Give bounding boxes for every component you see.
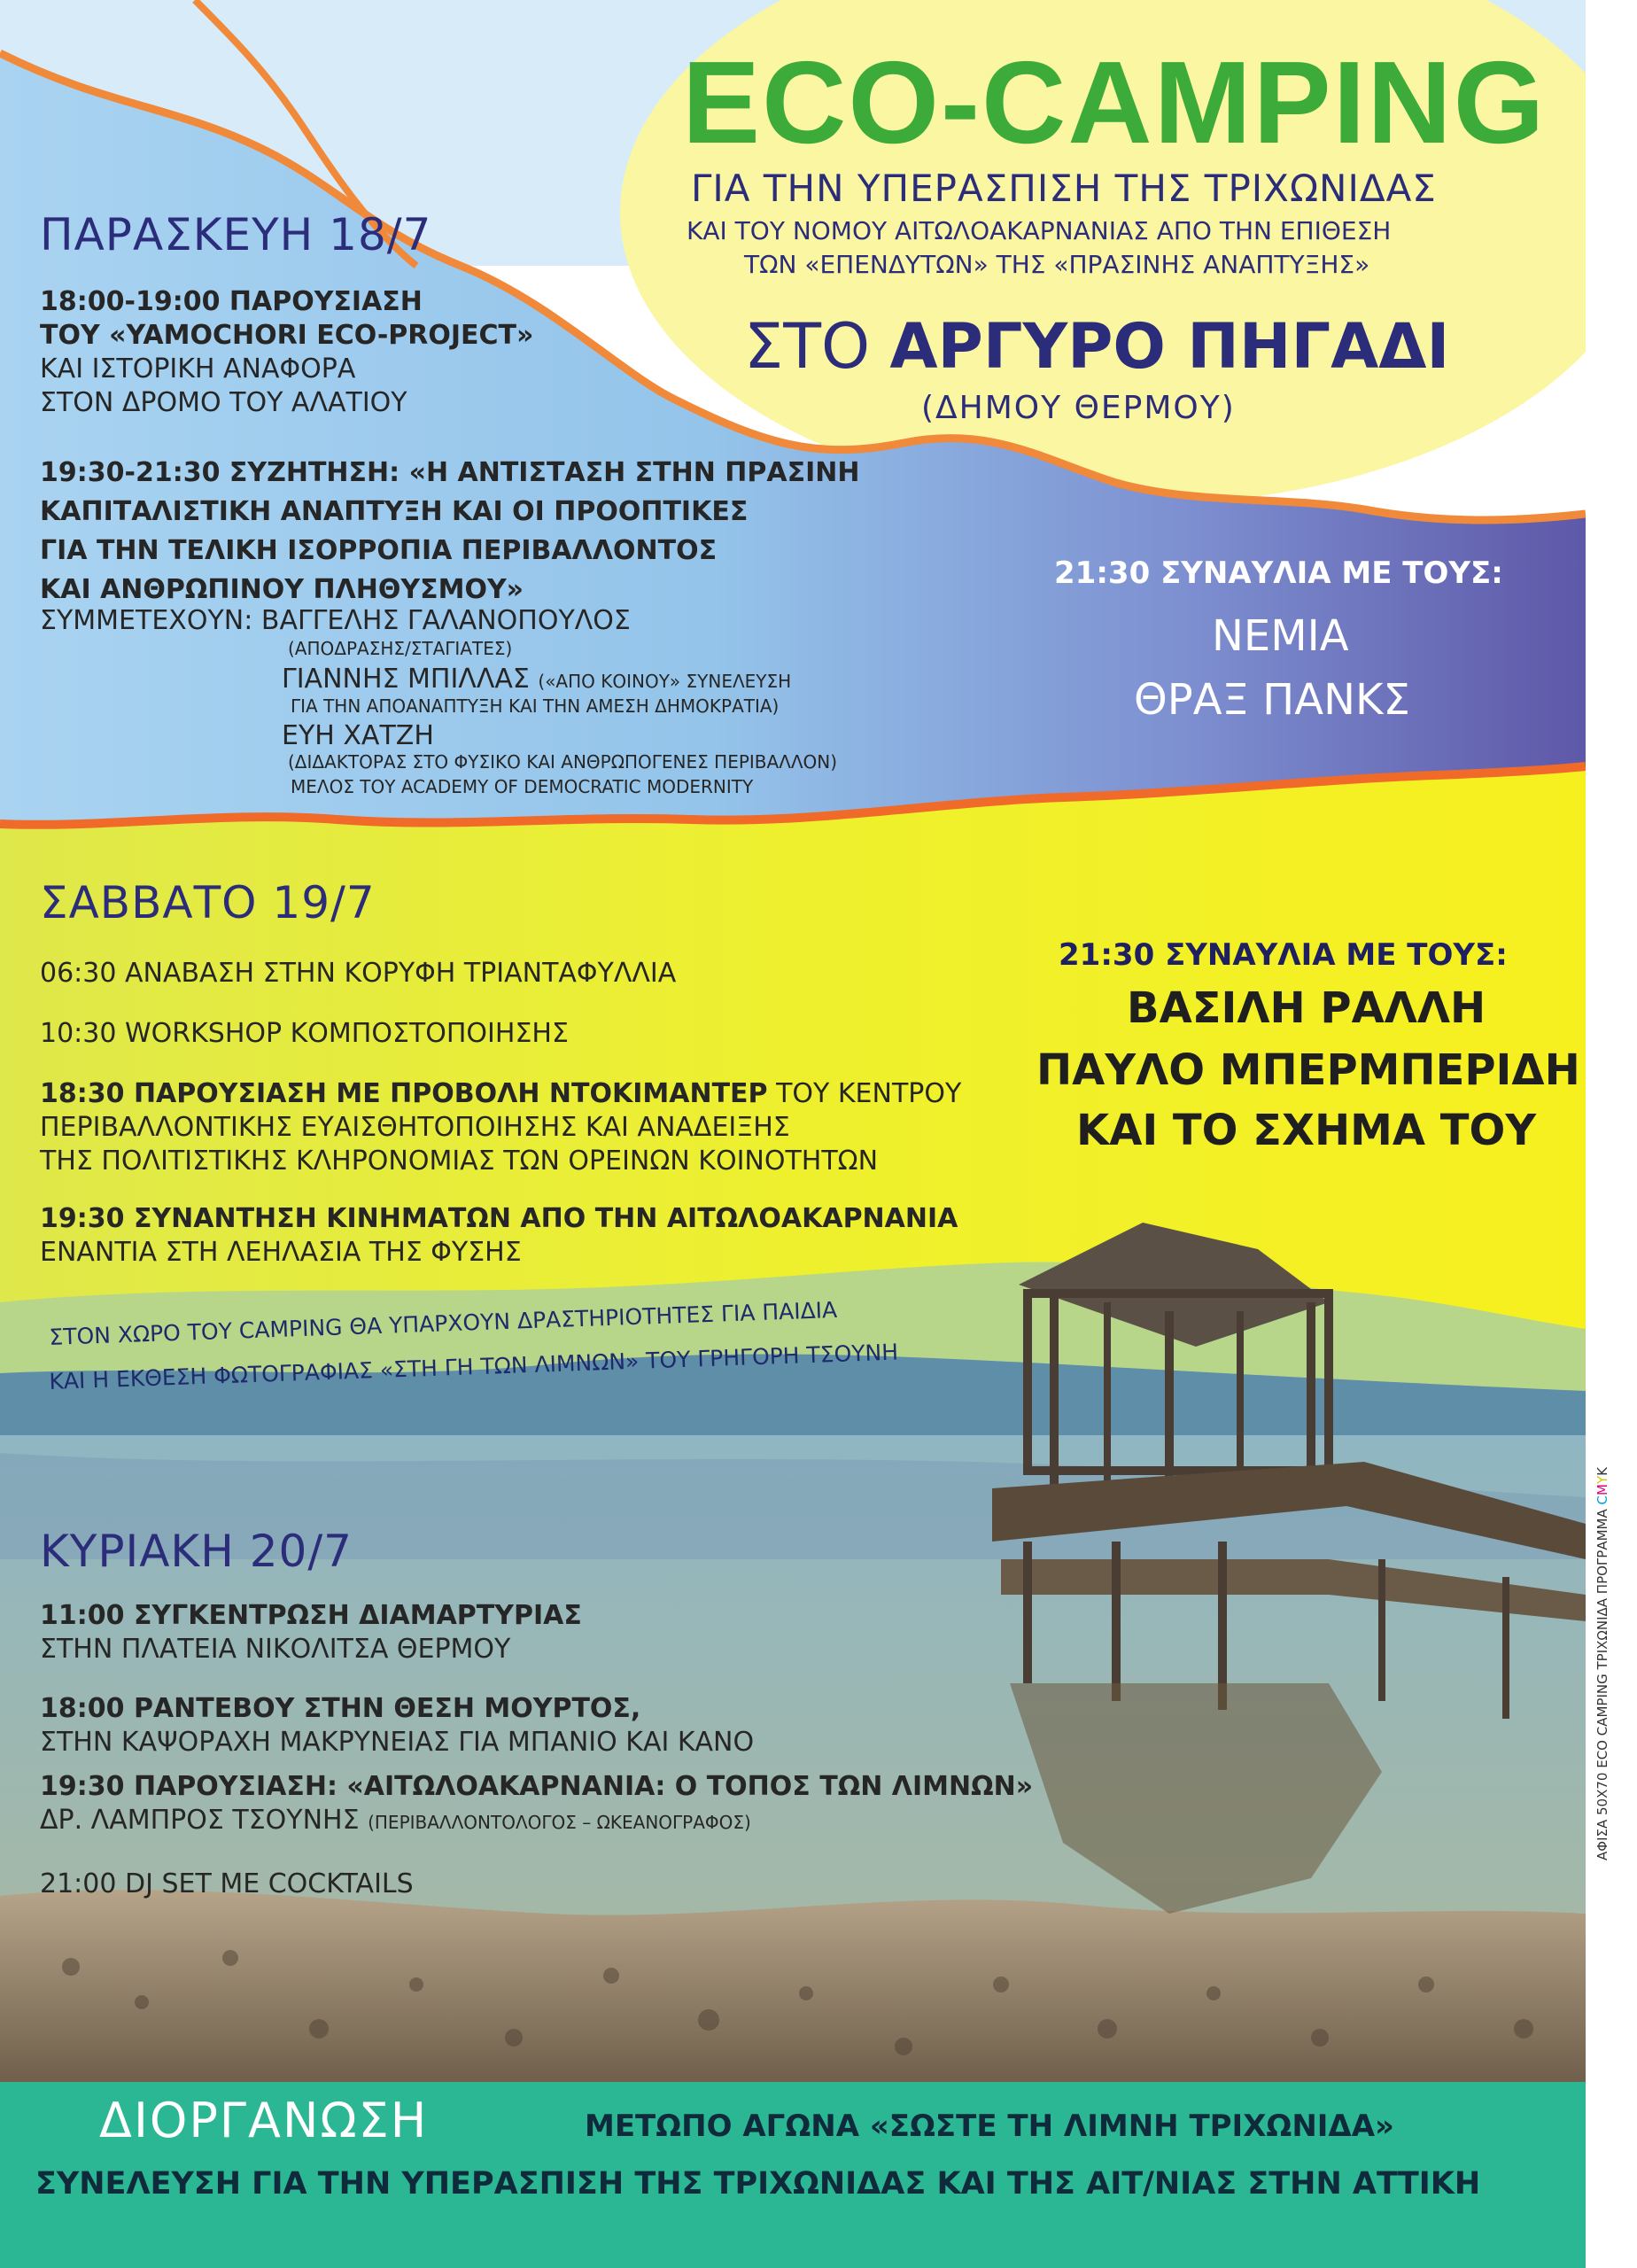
pebble-shore <box>0 1890 1586 2091</box>
poster-subtitle: ΓΙΑ ΤΗΝ ΥΠΕΡΑΣΠΙΣΗ ΤΗΣ ΤΡΙΧΩΝΙΔΑΣ <box>691 167 1437 210</box>
print-code-k: K <box>1594 1467 1610 1476</box>
participant-2-note-2: ΓΙΑ ΤΗΝ ΑΠΟΑΝΑΠΤΥΞΗ ΚΑΙ ΤΗΝ ΑΜΕΣΗ ΔΗΜΟΚΡΑΤΙΑ) <box>291 695 780 717</box>
saturday-event-4 <box>40 1202 958 1270</box>
location-prefix: ΣΤΟ <box>744 310 871 383</box>
sunday-heading: ΚΥΡΙΑΚΗ 20/7 <box>40 1526 353 1577</box>
participant-1-name: ΒΑΓΓΕΛΗΣ ΓΑΛΑΝΟΠΟΥΛΟΣ <box>260 605 631 636</box>
participant-2-line <box>282 663 791 698</box>
saturday-band-3: ΚΑΙ ΤΟ ΣΧΗΜΑ ΤΟΥ <box>1076 1106 1537 1155</box>
saturday-event-4-line-1: 19:30 ΣΥΝΑΝΤΗΣΗ ΚΙΝΗΜΑΤΩΝ ΑΠΟ ΤΗΝ ΑΙΤΩΛΟΑΚΑΡΝΑΝΙΑ <box>40 1203 958 1234</box>
participant-3-note-1: (ΔΙΔΑΚΤΟΡΑΣ ΣΤΟ ΦΥΣΙΚΟ ΚΑΙ ΑΝΘΡΩΠΟΓΕΝΕΣ ΠΕΡΙΒΑΛΛΟΝ) <box>288 751 838 773</box>
friday-heading: ΠΑΡΑΣΚΕΥΗ 18/7 <box>40 209 432 260</box>
participant-2-name: ΓΙΑΝΝΗΣ ΜΠΙΛΛΑΣ <box>282 664 530 695</box>
friday-event-1-line-1: 18:00-19:00 ΠΑΡΟΥΣΙΑΣΗ <box>40 286 423 317</box>
sunday-event-1 <box>40 1599 582 1666</box>
saturday-heading: ΣΑΒΒΑΤΟ 19/7 <box>40 877 376 928</box>
friday-event-2-line-4: ΚΑΙ ΑΝΘΡΩΠΙΝΟΥ ΠΛΗΘΥΣΜΟΥ» <box>40 574 524 605</box>
saturday-event-3-line-3: ΤΗΣ ΠΟΛΙΤΙΣΤΙΚΗΣ ΚΛΗΡΟΝΟΜΙΑΣ ΤΩΝ ΟΡΕΙΝΩΝ ΚΟΙΝΟΤΗΤΩΝ <box>40 1146 879 1177</box>
sunday-event-4: 21:00 DJ SET ΜΕ COCKTAILS <box>40 1868 414 1899</box>
saturday-event-3-bold: 18:30 ΠΑΡΟΥΣΙΑΣΗ ΜΕ ΠΡΟΒΟΛΗ ΝΤΟΚΙΜΑΝΤΕΡ <box>40 1078 768 1109</box>
saturday-event-1: 06:30 ΑΝΑΒΑΣΗ ΣΤΗΝ ΚΟΡΥΦΗ ΤΡΙΑΝΤΑΦΥΛΛΙΑ <box>40 958 677 989</box>
participant-3-note-2: ΜΕΛΟΣ ΤΟΥ ACADEMY OF DEMOCRATIC MODERNITY <box>291 776 754 797</box>
participant-1-note: (ΑΠΟΔΡΑΣΗΣ/ΣΤΑΓΙΑΤΕΣ) <box>288 638 513 659</box>
sunday-event-1-line-2: ΣΤΗΝ ΠΛΑΤΕΙΑ ΝΙΚΟΛΙΤΣΑ ΘΕΡΜΟΥ <box>40 1634 511 1665</box>
print-code <box>1594 1467 1610 1860</box>
friday-event-2-line-1: 19:30-21:30 ΣΥΖΗΤΗΣΗ: «Η ΑΝΤΙΣΤΑΣΗ ΣΤΗΝ ΠΡΑΣΙΝΗ <box>40 457 860 488</box>
camp-note-line-1: ΣΤΟΝ ΧΩΡΟ ΤΟΥ CAMPING ΘΑ ΥΠΑΡΧΟΥΝ ΔΡΑΣΤΗΡΙΟΤΗΤΕΣ ΓΙΑ ΠΑΙΔΙΑ <box>49 1296 838 1350</box>
participant-3-name: ΕΥΗ ΧΑΤΖΗ <box>282 720 434 751</box>
poster-title: ECO-CAMPING <box>682 37 1547 167</box>
saturday-event-2: 10:30 WORKSHOP ΚΟΜΠΟΣΤΟΠΟΙΗΣΗΣ <box>40 1018 569 1049</box>
sunday-event-2-line-1: 18:00 ΡΑΝΤΕΒΟΥ ΣΤΗΝ ΘΕΣΗ ΜΟΥΡΤΟΣ, <box>40 1693 641 1724</box>
participants-label: ΣΥΜΜΕΤΕΧΟΥΝ: <box>40 605 253 636</box>
footer-org-2: ΣΥΝΕΛΕΥΣΗ ΓΙΑ ΤΗΝ ΥΠΕΡΑΣΠΙΣΗ ΤΗΣ ΤΡΙΧΩΝΙΔΑΣ ΚΑΙ ΤΗΣ ΑΙΤ/ΝΙΑΣ ΣΤΗΝ ΑΤΤΙΚΗ <box>35 2166 1481 2202</box>
friday-event-1-line-4: ΣΤΟΝ ΔΡΟΜΟ ΤΟΥ ΑΛΑΤΙΟΥ <box>40 387 407 418</box>
print-code-text: ΑΦΙΣΑ 50Χ70 ECO CAMPING ΤΡΙΧΩΝΙΔΑ ΠΡΟΓΡΑΜΜΑ <box>1594 1509 1610 1860</box>
participant-2-note-1: («ΑΠΟ ΚΟΙΝΟΥ» ΣΥΝΕΛΕΥΣΗ <box>538 671 792 692</box>
saturday-concert-label: 21:30 ΣΥΝΑΥΛΙΑ ΜΕ ΤΟΥΣ: <box>1059 937 1508 973</box>
friday-event-2-line-2: ΚΑΠΙΤΑΛΙΣΤΙΚΗ ΑΝΑΠΤΥΞΗ ΚΑΙ ΟΙ ΠΡΟΟΠΤΙΚΕΣ <box>40 496 749 527</box>
friday-band-1: ΝΕΜΙΑ <box>1212 611 1349 661</box>
footer-org-1: ΜΕΤΩΠΟ ΑΓΩΝΑ «ΣΩΣΤΕ ΤΗ ΛΙΜΝΗ ΤΡΙΧΩΝΙΔΑ» <box>585 2109 1395 2144</box>
sunday-event-1-line-1: 11:00 ΣΥΓΚΕΝΤΡΩΣΗ ΔΙΑΜΑΡΤΥΡΙΑΣ <box>40 1600 582 1631</box>
friday-event-1 <box>40 285 533 420</box>
friday-event-2 <box>40 454 859 610</box>
sunday-event-3-line-2: ΔΡ. ΛΑΜΠΡΟΣ ΤΣΟΥΝΗΣ <box>40 1805 360 1836</box>
poster-subline-1: ΚΑΙ ΤΟΥ ΝΟΜΟΥ ΑΙΤΩΛΟΑΚΑΡΝΑΝΙΑΣ ΑΠΟ ΤΗΝ ΕΠΙΘΕΣΗ <box>687 216 1392 245</box>
sunday-event-3 <box>40 1770 1033 1839</box>
saturday-event-3-rest: ΤΟΥ ΚΕΝΤΡΟΥ <box>776 1078 962 1109</box>
poster-subline-2: ΤΩΝ «ΕΠΕΝΔΥΤΩΝ» ΤΗΣ «ΠΡΑΣΙΝΗΣ ΑΝΑΠΤΥΞΗΣ» <box>744 250 1370 279</box>
location-line <box>744 310 1449 383</box>
footer-label: ΔΙΟΡΓΑΝΩΣΗ <box>99 2093 429 2148</box>
sunday-event-3-line-1: 19:30 ΠΑΡΟΥΣΙΑΣΗ: «ΑΙΤΩΛΟΑΚΑΡΝΑΝΙΑ: Ο ΤΟΠΟΣ ΤΩΝ ΛΙΜΝΩΝ» <box>40 1771 1034 1802</box>
saturday-event-4-line-2: ΕΝΑΝΤΙΑ ΣΤΗ ΛΕΗΛΑΣΙΑ ΤΗΣ ΦΥΣΗΣ <box>40 1237 522 1268</box>
sunday-event-2-line-2: ΣΤΗΝ ΚΑΨΟΡΑΧΗ ΜΑΚΡΥΝΕΙΑΣ ΓΙΑ ΜΠΑΝΙΟ ΚΑΙ ΚΑΝΟ <box>40 1727 755 1758</box>
participants-line-1 <box>40 604 631 638</box>
sunday-event-3-note: (ΠΕΡΙΒΑΛΛΟΝΤΟΛΟΓΟΣ – ΩΚΕΑΝΟΓΡΑΦΟΣ) <box>368 1812 751 1833</box>
friday-event-1-line-2: ΤΟΥ «YAMOCHORI ECO-PROJECT» <box>40 320 534 351</box>
print-code-c: C <box>1594 1495 1610 1505</box>
camp-note-line-2: ΚΑΙ Η ΕΚΘΕΣΗ ΦΩΤΟΓΡΑΦΙΑΣ «ΣΤΗ ΓΗ ΤΩΝ ΛΙΜΝΩΝ» ΤΟΥ ΓΡΗΓΟΡΗ ΤΣΟΥΝΗ <box>49 1339 899 1394</box>
friday-event-2-line-3: ΓΙΑ ΤΗΝ ΤΕΛΙΚΗ ΙΣΟΡΡΟΠΙΑ ΠΕΡΙΒΑΛΛΟΝΤΟΣ <box>40 535 718 566</box>
sunday-event-2 <box>40 1692 754 1759</box>
saturday-event-3 <box>40 1077 961 1178</box>
location-note: (ΔΗΜΟΥ ΘΕΡΜΟΥ) <box>921 390 1236 426</box>
saturday-event-3-line-2: ΠΕΡΙΒΑΛΛΟΝΤΙΚΗΣ ΕΥΑΙΣΘΗΤΟΠΟΙΗΣΗΣ ΚΑΙ ΑΝΑΔΕΙΞΗΣ <box>40 1112 790 1143</box>
friday-band-2: ΘΡΑΞ ΠΑΝΚΣ <box>1134 675 1410 725</box>
friday-concert-label: 21:30 ΣΥΝΑΥΛΙΑ ΜΕ ΤΟΥΣ: <box>1054 555 1503 591</box>
location-name: ΑΡΓΥΡΟ ΠΗΓΑΔΙ <box>889 310 1450 383</box>
saturday-band-2: ΠΑΥΛΟ ΜΠΕΡΜΠΕΡΙΔΗ <box>1036 1045 1580 1095</box>
friday-event-1-line-3: ΚΑΙ ΙΣΤΟΡΙΚΗ ΑΝΑΦΟΡΑ <box>40 353 356 384</box>
print-code-m: M <box>1594 1484 1610 1495</box>
print-code-y: Y <box>1594 1475 1610 1485</box>
saturday-band-1: ΒΑΣΙΛΗ ΡΑΛΛΗ <box>1127 983 1486 1033</box>
